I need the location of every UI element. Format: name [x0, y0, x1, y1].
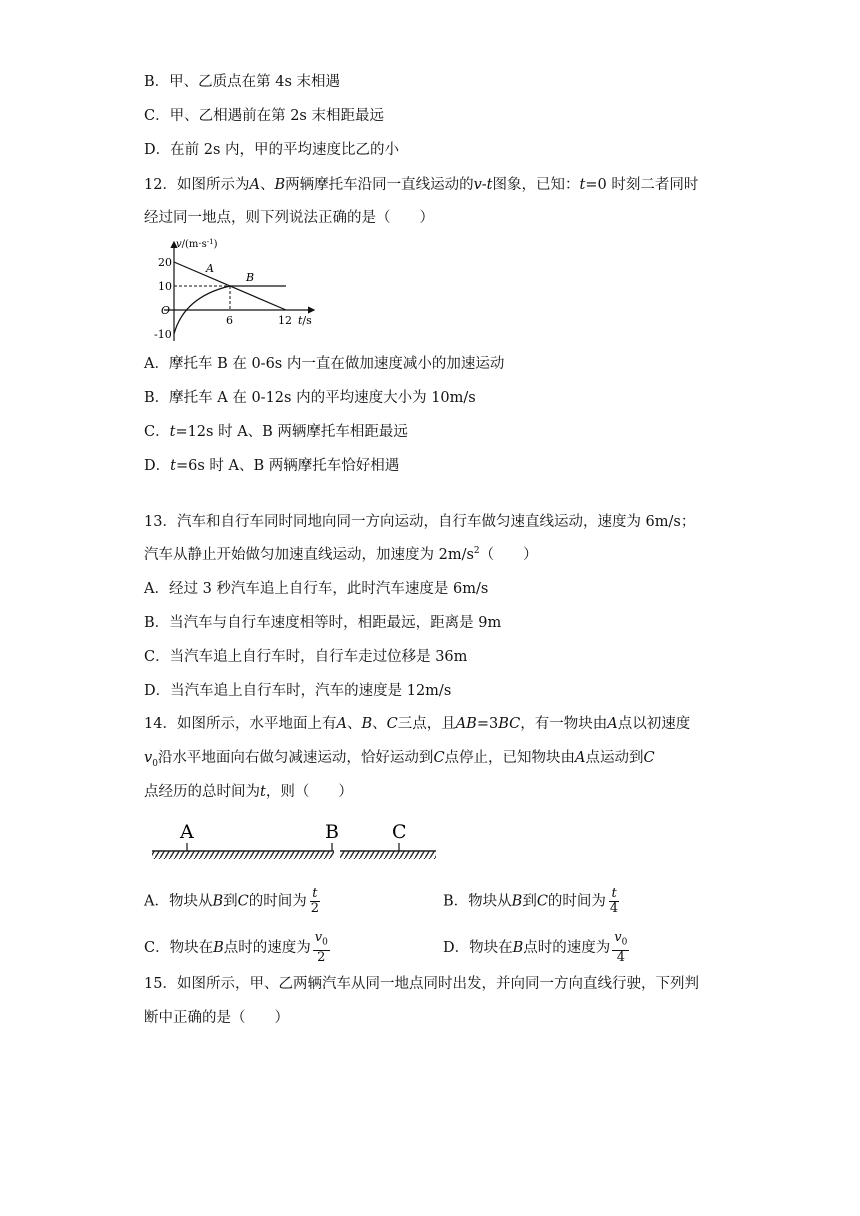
q14-option-a: A．物块从B到C的时间为 $\frac{t}{2}$ [144, 886, 320, 916]
q12-stem-line1: 12．如图所示为A、B两辆摩托车沿同一直线运动的v-t图象，已知：t=0 时刻二者同时 [144, 177, 699, 193]
q15-stem-line1: 15．如图所示，甲、乙两辆汽车从同一地点同时出发，并向同一方向直线行驶，下列判 [144, 976, 699, 992]
q13-stem-line1: 13．汽车和自行车同时同地向同一方向运动，自行车做匀速直线运动，速度为 6m/s； [144, 514, 696, 530]
q12-option-b: B．摩托车 A 在 0-12s 内的平均速度大小为 10m/s [144, 390, 476, 406]
q12-stem-line2: 经过同一地点，则下列说法正确的是（ ） [144, 210, 434, 226]
fraction-t-over-4: $\frac{t}{4}$ [609, 886, 619, 916]
q14-stem-line1: 14．如图所示，水平地面上有A、B、C三点，且AB=3BC，有一物块由A点以初速度 [144, 716, 691, 732]
q12-option-d: D．t=6s 时 A、B 两辆摩托车恰好相遇 [144, 458, 400, 474]
t-axis-label: t/s [298, 314, 312, 327]
ground-hatch-left [152, 851, 334, 859]
q11-option-b: B．甲、乙质点在第 4s 末相遇 [144, 74, 341, 90]
origin-label: O [161, 304, 171, 317]
v-axis-label: $v/(m\cdot s^{-1})$ [176, 238, 218, 250]
tick-x-6: 6 [226, 314, 233, 327]
q15-stem-line2: 断中正确的是（ ） [144, 1010, 289, 1026]
ground-hatch-right [340, 851, 436, 859]
point-c-label: C [392, 821, 407, 843]
q14-option-c: C．物块在B点时的速度为 $\frac{v_0}{2}$ [144, 930, 328, 965]
q13-stem-line2: 汽车从静止开始做匀加速直线运动，加速度为 $2m/s^2$（ ） [144, 546, 538, 563]
q14-option-b: B．物块从B到C的时间为 $\frac{t}{4}$ [443, 886, 619, 916]
fraction-v0-over-4: $\frac{v_0}{4}$ [614, 930, 628, 965]
q14-ground-figure [150, 818, 440, 868]
tick-x-12: 12 [278, 314, 292, 327]
q13-option-a: A．经过 3 秒汽车追上自行车，此时汽车速度是 6m/s [144, 581, 489, 597]
q13-option-c: C．当汽车追上自行车时，自行车走过位移是 36m [144, 649, 468, 665]
tick-y-10: 10 [158, 280, 172, 293]
q11-option-c: C．甲、乙相遇前在第 2s 末相距最远 [144, 108, 384, 124]
fraction-t-over-2: $\frac{t}{2}$ [310, 886, 320, 916]
point-b-label: B [325, 821, 339, 843]
point-a-label: A [180, 821, 194, 843]
fraction-v0-over-2: $\frac{v_0}{2}$ [314, 930, 328, 965]
q14-stem-line2: $v_0$沿水平地面向右做匀减速运动，恰好运动到C点停止，已知物块由A点运动到C [144, 750, 655, 769]
q13-option-b: B．当汽车与自行车速度相等时，相距最远，距离是 9m [144, 615, 502, 631]
q13-option-d: D．当汽车追上自行车时，汽车的速度是 12m/s [144, 683, 452, 699]
q14-stem-line3: 点经历的总时间为t，则（ ） [144, 784, 353, 800]
curve-label-b: B [246, 271, 255, 284]
q14-option-d: D．物块在B点时的速度为 $\frac{v_0}{4}$ [443, 930, 628, 965]
curve-label-a: A [206, 262, 214, 275]
q11-option-d: D．在前 2s 内，甲的平均速度比乙的小 [144, 142, 400, 158]
tick-y-minus10: -10 [154, 328, 172, 341]
q12-option-c: C．t=12s 时 A、B 两辆摩托车相距最远 [144, 424, 408, 440]
tick-y-20: 20 [158, 256, 172, 269]
q12-vt-graph [144, 236, 324, 344]
q12-option-a: A．摩托车 B 在 0-6s 内一直在做加速度减小的加速运动 [144, 356, 505, 372]
